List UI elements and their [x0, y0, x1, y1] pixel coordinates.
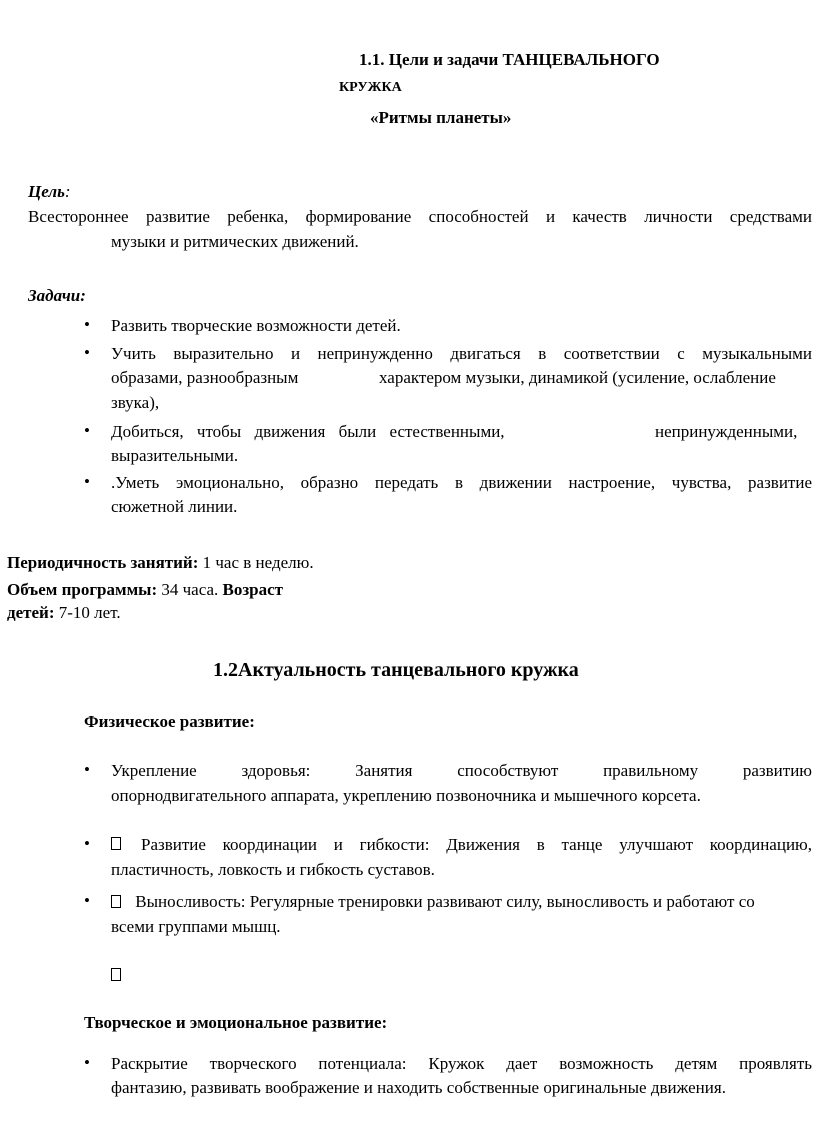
bullet-icon: • [84, 343, 90, 362]
physical-item-2-line-1: Развитие координации и гибкости: Движения в танце улучшают координацию, [141, 835, 812, 854]
goal-text-line-1: Всестороннее развитие ребенка, формирование способностей и качеств личности средствами [28, 207, 812, 226]
bullet-icon: • [84, 472, 90, 491]
bullet-icon: • [84, 834, 90, 853]
age-label-1: Возраст [222, 580, 284, 599]
physical-item-3-line-1-row [111, 892, 755, 912]
goal-label: Цель [28, 182, 65, 201]
age-row [7, 603, 121, 623]
goal-label-row [28, 182, 71, 202]
goal-colon: : [64, 182, 71, 201]
task-item-2-line-2b: характером музыки, динамикой (усиление, ослабление [379, 368, 776, 387]
periodicity-label: Периодичность занятий: [7, 553, 199, 572]
title-line-3: «Ритмы планеты» [370, 108, 512, 127]
title-line-1: 1.1. Цели и задачи ТАНЦЕВАЛЬНОГО [359, 50, 660, 69]
periodicity-value: 1 час в неделю. [198, 553, 314, 572]
task-item-3-line-1a: Добиться, чтобы движения были естественными, [111, 422, 505, 441]
volume-row [7, 580, 283, 600]
volume-label: Объем программы: [7, 580, 158, 599]
task-item-2-line-1: Учить выразительно и непринужденно двигаться в соответствии с музыкальными [111, 344, 812, 363]
bullet-icon: • [84, 760, 90, 779]
physical-item-3-line-2: всеми группами мышц. [111, 917, 281, 936]
physical-item-3-line-1: Выносливость: Регулярные тренировки развивают силу, выносливость и работают со [135, 892, 755, 911]
bullet-icon: • [84, 1053, 90, 1072]
physical-item-2-line-1-row [111, 835, 812, 855]
physical-item-2-line-2: пластичность, ловкость и гибкость суставов. [111, 860, 435, 879]
creative-heading: Творческое и эмоциональное развитие: [84, 1013, 388, 1032]
task-item-1: Развить творческие возможности детей. [111, 316, 401, 335]
missing-glyph-icon [111, 895, 121, 908]
creative-item-1-line-2: фантазию, развивать воображение и находить собственные оригинальные движения. [111, 1078, 726, 1097]
task-item-4-line-2: сюжетной линии. [111, 497, 238, 516]
goal-text-line-2: музыки и ритмических движений. [111, 232, 359, 251]
missing-glyph-icon [111, 968, 121, 981]
task-item-2-line-3: звука), [111, 393, 160, 412]
creative-item-1-line-1: Раскрытие творческого потенциала: Кружок дает возможность детям проявлять [111, 1054, 812, 1073]
section-heading: 1.2Актуальность танцевального кружка [213, 659, 579, 681]
bullet-icon: • [84, 315, 90, 334]
physical-item-1-line-1: Укрепление здоровья: Занятия способствуют правильному развитию [111, 761, 812, 780]
task-item-4-line-1: .Уметь эмоционально, образно передать в движении настроение, чувства, развитие [111, 473, 812, 492]
missing-glyph-standalone [111, 965, 121, 985]
age-label-2: детей: [7, 603, 55, 622]
periodicity-row [7, 553, 314, 573]
age-value: 7-10 лет. [54, 603, 121, 622]
missing-glyph-icon [111, 837, 121, 850]
task-item-2-line-2a: образами, разнообразным [111, 368, 299, 387]
task-item-3-line-1b: непринужденными, [655, 422, 798, 441]
task-item-3-line-2: выразительными. [111, 446, 239, 465]
title-line-2: КРУЖКА [339, 80, 402, 95]
physical-item-1-line-2: опорнодвигательного аппарата, укреплению позвоночника и мышечного корсета. [111, 786, 701, 805]
bullet-icon: • [84, 891, 90, 910]
tasks-label: Задачи: [28, 286, 86, 305]
volume-value: 34 часа. [157, 580, 223, 599]
bullet-icon: • [84, 421, 90, 440]
physical-heading: Физическое развитие: [84, 712, 255, 731]
